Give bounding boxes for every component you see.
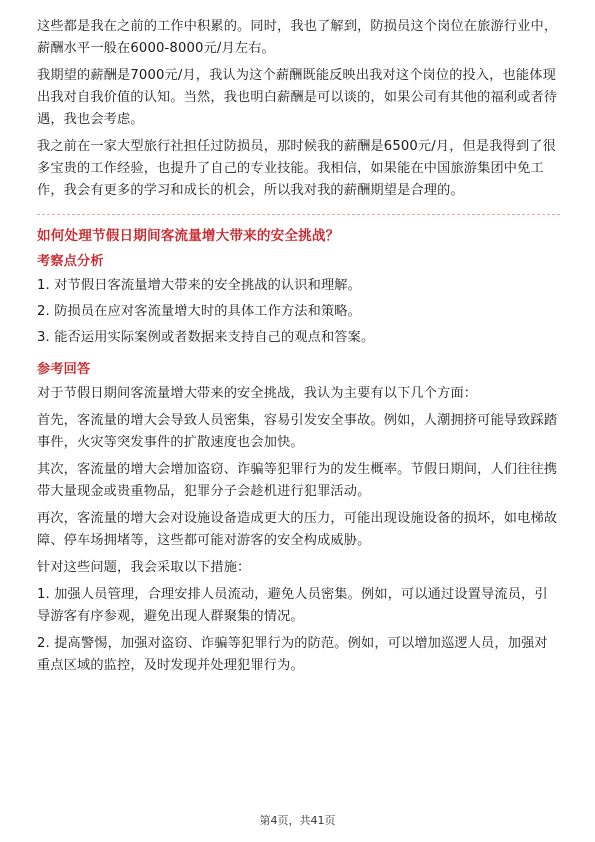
answer-paragraph-2: 首先，客流量的增大会导致人员密集，容易引发安全事故。例如，人潮拥挤可能导致踩踏事件，火灾等突发事件的扩散速度也会加快。 [37, 413, 558, 450]
answer-paragraph-5: 针对这些问题，我会采取以下措施： [37, 560, 251, 575]
answer-title: 参考回答 [37, 362, 91, 377]
answer-paragraph-1: 对于节假日期间客流量增大带来的安全挑战，我认为主要有以下几个方面： [37, 386, 478, 401]
answer-paragraph-4: 再次，客流量的增大会对设施设备造成更大的压力，可能出现设施设备的损坏，如电梯故障、停车场拥堵等，这些都可能对游客的安全构成威胁。 [37, 511, 558, 548]
intro-paragraph-1: 这些都是我在之前的工作中积累的。同时，我也了解到，防损员这个岗位在旅游行业中，薪酬水平一般在6000-8000元/月左右。 [37, 19, 558, 56]
answer-paragraph-6: 1. 加强人员管理，合理安排人员流动，避免人员密集。例如，可以通过设置导流员，引导游客有序参观，避免出现人群聚集的情况。 [37, 587, 548, 624]
analysis-item-2: 2. 防损员在应对客流量增大时的具体工作方法和策略。 [37, 304, 361, 319]
intro-paragraph-3: 我之前在一家大型旅行社担任过防损员，那时候我的薪酬是6500元/月，但是我得到了很多宝贵的工作经验，也提升了自己的专业技能。我相信，如果能在中国旅游集团中免工作，我会有更多的学习和成长的机会，所以我对我的薪酬期望是合理的。 [37, 139, 556, 198]
page-content [37, 16, 560, 682]
answer-paragraph-3: 其次，客流量的增大会增加盗窃、诈骗等犯罪行为的发生概率。节假日期间，人们往往携带大量现金或贵重物品，犯罪分子会趁机进行犯罪活动。 [37, 462, 558, 499]
analysis-item-1: 1. 对节假日客流量增大带来的安全挑战的认识和理解。 [37, 278, 361, 293]
analysis-item-3: 3. 能否运用实际案例或者数据来支持自己的观点和答案。 [37, 330, 375, 345]
section-divider [37, 214, 560, 215]
answer-paragraph-7: 2. 提高警惕，加强对盗窃、诈骗等犯罪行为的防范。例如，可以增加巡逻人员，加强对重点区域的监控，及时发现并处理犯罪行为。 [37, 636, 548, 673]
analysis-title: 考察点分析 [37, 254, 104, 269]
question-heading: 如何处理节假日期间客流量增大带来的安全挑战？ [37, 228, 340, 244]
intro-paragraph-2: 我期望的薪酬是7000元/月，我认为这个薪酬既能反映出我对这个岗位的投入，也能体现出我对自我价值的认知。当然，我也明白薪酬是可以谈的，如果公司有其他的福利或者待遇，我也会考虑。 [37, 68, 558, 127]
page-number: 第4页，共41页 [259, 814, 336, 827]
